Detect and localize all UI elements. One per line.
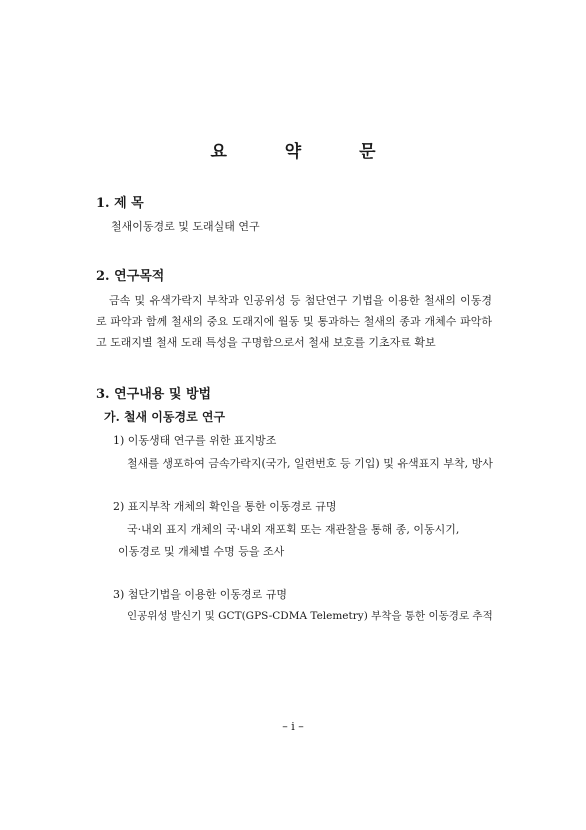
section-2-heading: 2. 연구목적	[96, 269, 165, 284]
section-3a-heading: 가. 철새 이동경로 연구	[104, 410, 226, 424]
item-1-heading: 1) 이동생태 연구를 위한 표지방조	[113, 434, 277, 447]
section-3-heading: 3. 연구내용 및 방법	[96, 387, 212, 402]
section-1-heading: 1. 제 목	[96, 196, 144, 211]
page-title: 요 약 문	[210, 142, 402, 162]
section-2-paragraph: 금속 및 유색가락지 부착과 인공위성 등 첨단연구 기법을 이용한 철새의 이동경로 파악과 함께 철새의 중요 도래지에 월동 및 통과하는 철새의 종과 개체수 파악하고 도래지별 철새 도래 특성을 구명함으로서 철새 보호를 기초자료 확보	[96, 294, 492, 349]
item-3-heading: 3) 첨단기법을 이용한 이동경로 규명	[113, 588, 288, 601]
section-1-text: 철새이동경로 및 도래실태 연구	[111, 220, 260, 233]
item-1-text: 철새를 생포하여 금속가락지(국가, 일련번호 등 기입) 및 유색표지 부착, 방사	[127, 457, 493, 470]
item-2-heading: 2) 표지부착 개체의 확인을 통한 이동경로 규명	[113, 500, 337, 513]
item-3-text: 인공위성 발신기 및 GCT(GPS-CDMA Telemetry) 부착을 통한 이동경로 추적	[127, 610, 493, 622]
page-number: – i –	[282, 720, 304, 733]
item-2-text-line-1: 국·내외 표지 개체의 국·내외 재포획 또는 재관찰을 통해 종, 이동시기,	[127, 523, 460, 536]
item-2-text-line-2: 이동경로 및 개체별 수명 등을 조사	[118, 545, 285, 558]
